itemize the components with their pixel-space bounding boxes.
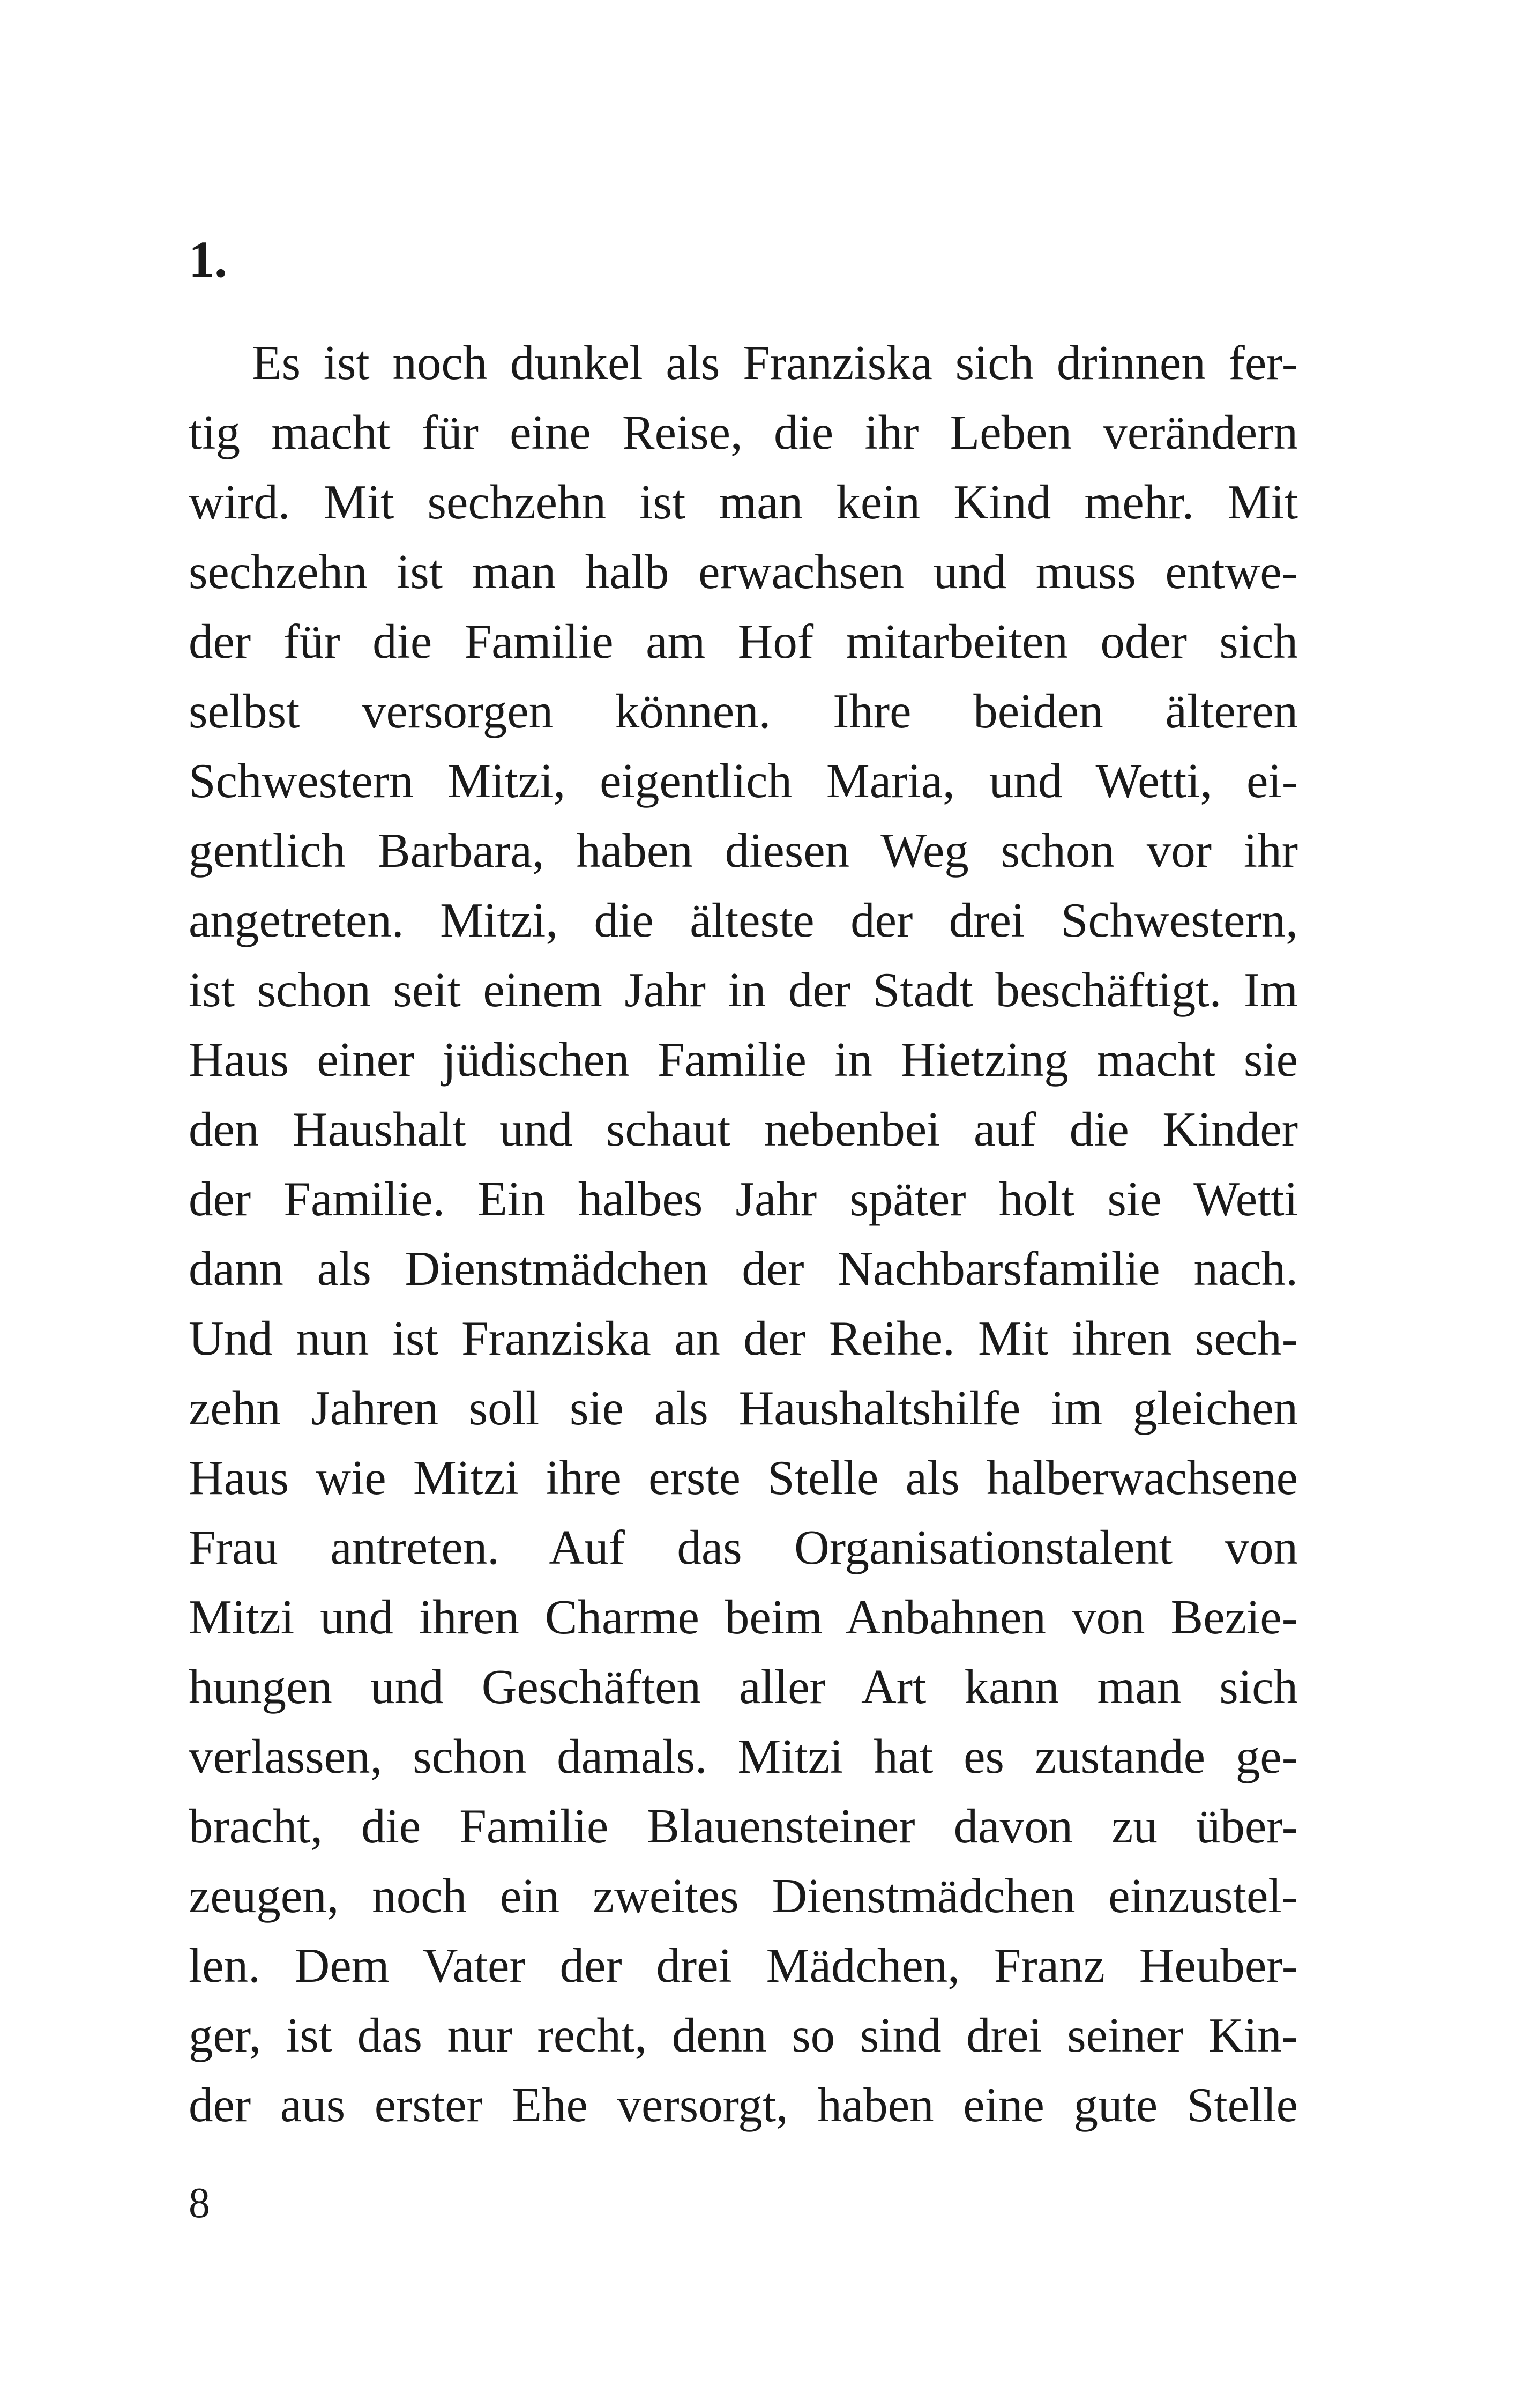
text-line: Es ist noch dunkel als Franziska sich drinnen fer- — [252, 336, 1298, 390]
text-line: der für die Familie am Hof mitarbeiten oder sich — [189, 614, 1298, 668]
text-line: Haus wie Mitzi ihre erste Stelle als halberwachsene — [189, 1451, 1298, 1505]
text-line: ist schon seit einem Jahr in der Stadt beschäftigt. Im — [189, 963, 1298, 1017]
text-line: Haus einer jüdischen Familie in Hietzing macht sie — [189, 1032, 1298, 1087]
text-line: Und nun ist Franziska an der Reihe. Mit ihren sech- — [189, 1311, 1298, 1365]
text-line: hungen und Geschäften aller Art kann man sich — [189, 1660, 1298, 1714]
chapter-heading: 1. — [189, 231, 227, 288]
text-line: Schwestern Mitzi, eigentlich Maria, und Wetti, ei- — [189, 754, 1298, 808]
text-line: wird. Mit sechzehn ist man kein Kind mehr. Mit — [189, 475, 1298, 529]
text-line: len. Dem Vater der drei Mädchen, Franz Heuber- — [189, 1938, 1298, 1993]
text-line: Frau antreten. Auf das Organisationstalent von — [189, 1520, 1298, 1574]
text-line: sechzehn ist man halb erwachsen und muss entwe- — [189, 545, 1298, 599]
text-line: verlassen, schon damals. Mitzi hat es zustande ge- — [189, 1729, 1298, 1783]
text-line: zeugen, noch ein zweites Dienstmädchen einzustel- — [189, 1869, 1298, 1923]
text-line: angetreten. Mitzi, die älteste der drei Schwestern, — [189, 893, 1298, 947]
text-line: selbst versorgen können. Ihre beiden älteren — [189, 684, 1298, 738]
body-paragraph — [189, 328, 1298, 2140]
text-line: Mitzi und ihren Charme beim Anbahnen von Bezie- — [189, 1590, 1298, 1644]
text-line: gentlich Barbara, haben diesen Weg schon vor ihr — [189, 823, 1298, 878]
page-number: 8 — [189, 2180, 210, 2227]
text-line: zehn Jahren soll sie als Haushaltshilfe im gleichen — [189, 1381, 1298, 1435]
text-line: bracht, die Familie Blauensteiner davon zu über- — [189, 1799, 1298, 1853]
text-line: der Familie. Ein halbes Jahr später holt sie Wetti — [189, 1172, 1298, 1226]
text-line: der aus erster Ehe versorgt, haben eine gute Stelle — [189, 2078, 1298, 2132]
text-line: tig macht für eine Reise, die ihr Leben verändern — [189, 405, 1298, 459]
text-line: ger, ist das nur recht, denn so sind drei seiner Kin- — [189, 2008, 1298, 2062]
text-line: dann als Dienstmädchen der Nachbarsfamilie nach. — [189, 1242, 1298, 1296]
text-line: den Haushalt und schaut nebenbei auf die Kinder — [189, 1102, 1298, 1156]
